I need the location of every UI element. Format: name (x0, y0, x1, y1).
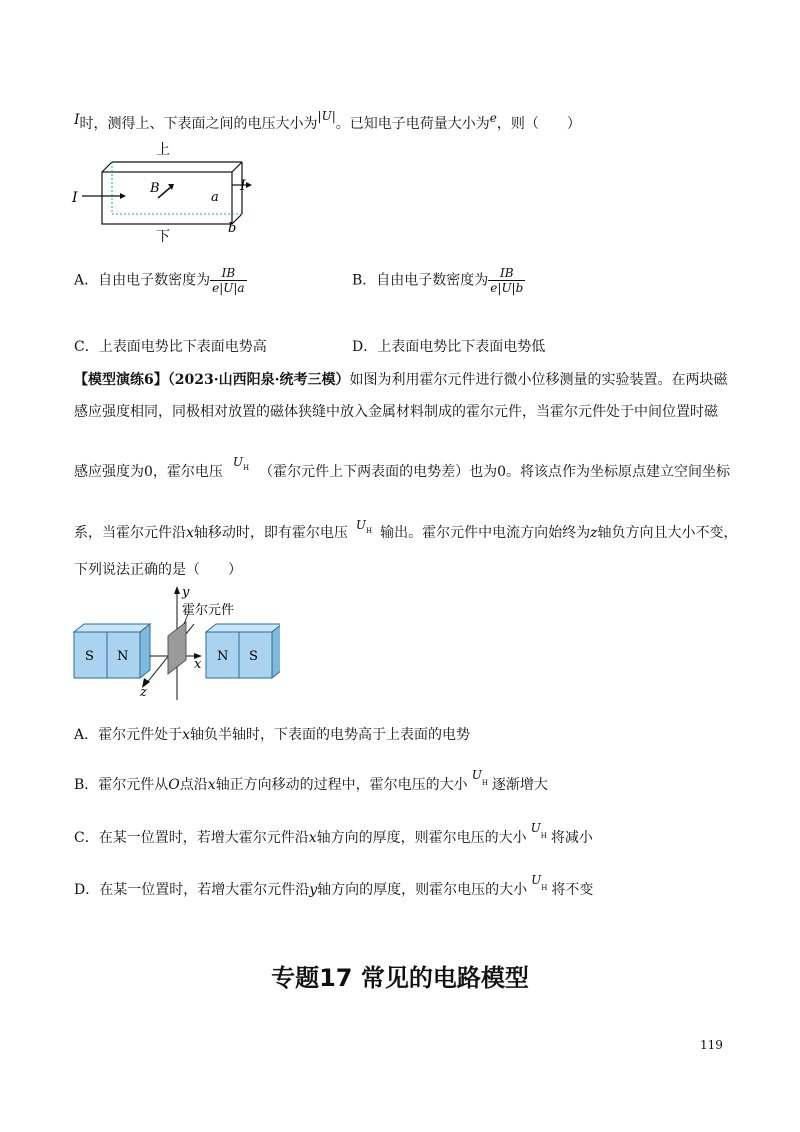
label-a: a (211, 190, 219, 205)
var-H-sub: H (481, 779, 488, 787)
q6-line-2: 感应强度相同，同极相对放置的磁体狭缝中放入金属材料制成的霍尔元件，当霍尔元件处于中间位置时磁 (74, 404, 718, 420)
q5-option-c: C．上表面电势比下表面电势高 (74, 339, 267, 355)
var-x: x (207, 777, 216, 793)
label-top: 上 (156, 142, 170, 158)
q6-tag: 【模型演练6】（2023·山西阳泉·统考三模） (74, 372, 350, 388)
page-number: 119 (700, 1038, 723, 1052)
q6-line-3 (74, 452, 730, 482)
q6-option-c (74, 818, 593, 848)
fraction-numerator: IB (488, 266, 525, 281)
var-I: I (74, 112, 80, 128)
var-U: U (355, 518, 367, 532)
left-magnet-S: S (85, 649, 94, 664)
label-hall-element: 霍尔元件 (182, 603, 235, 618)
fraction-denominator: e|U|b (490, 281, 524, 295)
option-text: 逐渐增大 (491, 777, 548, 793)
q6-option-b (74, 765, 548, 795)
option-text: B．霍尔元件从 (74, 777, 169, 793)
section-title: 专题17 常见的电路模型 (271, 964, 529, 992)
hall-element-figure (70, 582, 280, 704)
right-magnet-S: S (249, 649, 258, 664)
option-text: 点沿 (179, 777, 208, 793)
option-text: 轴方向的厚度，则霍尔电压的大小 (316, 830, 527, 846)
right-magnet-N: N (217, 649, 229, 664)
var-H-sub: H (540, 832, 547, 840)
option-b-text: B．自由电子数密度为 (352, 272, 489, 289)
stem-text: 时，测得上、下表面之间的电压大小为 (79, 116, 318, 132)
left-magnet (74, 624, 150, 678)
label-I-right: I (240, 178, 246, 194)
q5-stem (74, 106, 581, 134)
option-text: 轴方向的厚度，则霍尔电压的大小 (317, 882, 528, 898)
label-B: B (150, 181, 160, 196)
q6-line-4 (74, 515, 738, 543)
var-U: U (232, 455, 244, 469)
stem-text: 如图为利用霍尔元件进行微小位移测量的实验装置。在两块磁 (349, 372, 728, 388)
var-H-sub: H (541, 884, 548, 892)
option-a-fraction (210, 266, 246, 295)
option-text: 轴正方向移动的过程中，霍尔电压的大小 (215, 777, 468, 793)
stem-text: 输出。霍尔元件中电流方向始终为 (380, 525, 591, 541)
option-text: 将不变 (551, 882, 594, 898)
label-bottom: 下 (156, 229, 170, 245)
conductor-block-figure (70, 140, 270, 250)
var-U: U (531, 873, 542, 887)
var-e: e (489, 111, 497, 125)
var-y: y (309, 882, 318, 898)
right-magnet (206, 624, 280, 678)
var-x: x (308, 830, 317, 846)
q5-option-a (74, 266, 247, 295)
fraction-numerator: IB (210, 266, 246, 281)
stem-text: （霍尔元件上下两表面的电势差）也为0。将该点作为坐标原点建立空间坐标 (259, 464, 731, 480)
var-x: x (186, 525, 194, 541)
var-O: O (168, 777, 180, 793)
label-I-left: I (72, 190, 78, 206)
var-z: z (590, 525, 598, 541)
var-x: x (182, 727, 191, 743)
q6-line-1 (74, 370, 727, 390)
stem-text: 轴移动时，即有霍尔电压 (193, 525, 348, 541)
var-H-sub: H (366, 527, 373, 535)
var-H-sub: H (243, 464, 250, 472)
q6-line-5: 下列说法正确的是（ ） (74, 562, 242, 578)
hall-element (168, 622, 186, 674)
var-U: |U| (317, 109, 336, 123)
stem-text: ，则（ ） (496, 116, 581, 132)
option-text: 轴负半轴时，下表面的电势高于上表面的电势 (190, 727, 471, 743)
left-magnet-N: N (117, 649, 129, 664)
fraction-denominator: e|U|a (212, 281, 245, 295)
var-U: U (530, 821, 541, 835)
var-U: U (471, 768, 482, 782)
option-text: 将减小 (550, 830, 593, 846)
stem-text: 。已知电子电荷量大小为 (335, 116, 490, 132)
option-a-text: A．自由电子数密度为 (74, 272, 211, 289)
q6-option-a (74, 725, 470, 745)
label-y: y (182, 585, 190, 600)
option-b-fraction (488, 266, 525, 295)
q5-option-b (352, 266, 525, 295)
q6-option-d (74, 870, 593, 900)
label-x: x (194, 657, 202, 672)
option-text: A．霍尔元件处于 (74, 727, 183, 743)
label-z: z (140, 685, 147, 700)
section-title-wrap (0, 958, 800, 993)
stem-text: 感应强度为0，霍尔电压 (74, 464, 223, 480)
option-text: D．在某一位置时，若增大霍尔元件沿 (74, 882, 310, 898)
label-b: b (228, 221, 237, 236)
stem-text: 轴负方向且大小不变， (597, 525, 738, 541)
stem-text: 系，当霍尔元件沿 (74, 525, 186, 541)
option-text: C．在某一位置时，若增大霍尔元件沿 (74, 830, 309, 846)
q5-option-d: D．上表面电势比下表面电势低 (352, 339, 546, 355)
